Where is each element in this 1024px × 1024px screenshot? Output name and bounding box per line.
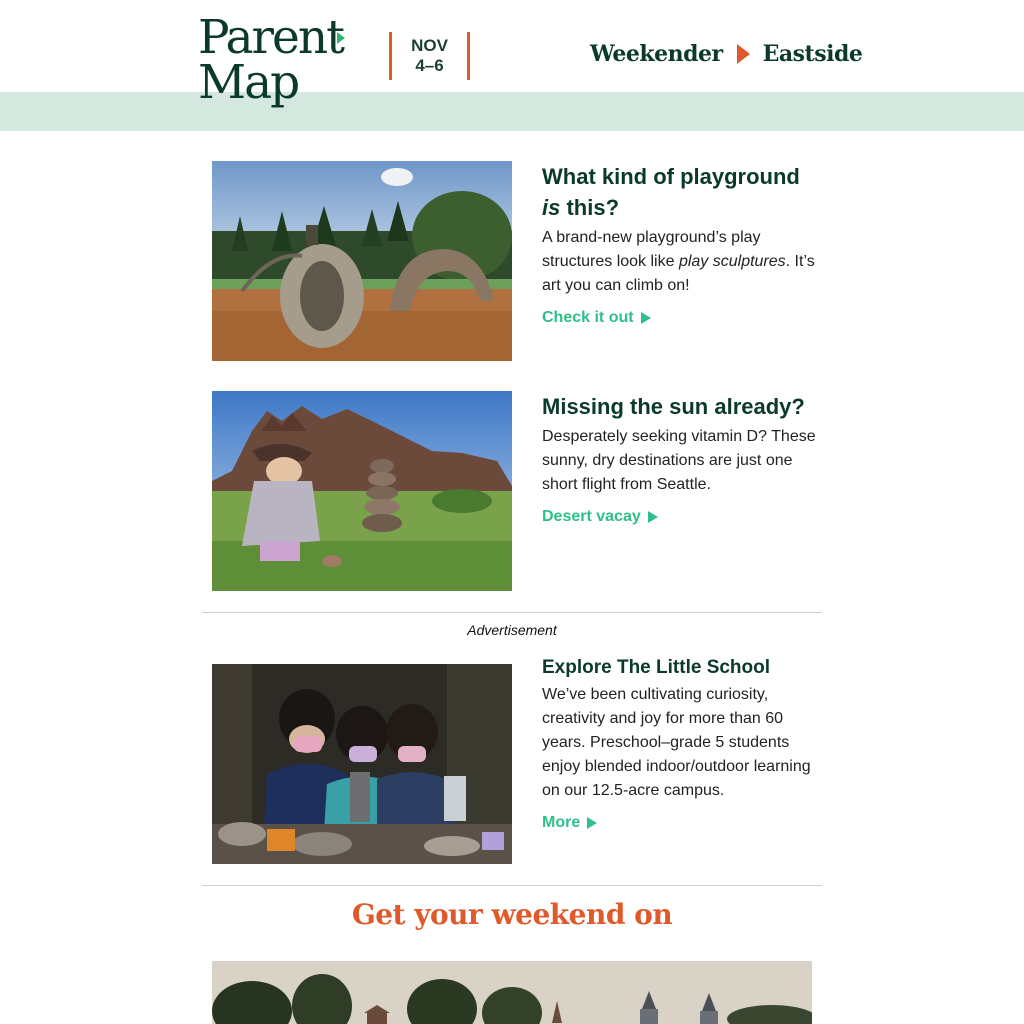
article-text [542, 391, 822, 526]
article-title[interactable] [542, 161, 822, 223]
divider [202, 885, 822, 886]
issue-month: NOV [411, 36, 448, 55]
article-title[interactable]: Missing the sun already? [542, 394, 805, 419]
article-description [542, 226, 822, 298]
header-band [0, 92, 1024, 131]
play-arrow-icon [587, 817, 597, 829]
logo-word-parent: Parent [198, 10, 343, 65]
title-part: What kind of playground [542, 164, 800, 189]
desert-kid-stacking-rocks-photo[interactable] [212, 391, 512, 591]
desert-vacay-link[interactable] [542, 508, 658, 526]
cta-label: Check it out [542, 309, 634, 326]
logo-word-map: Map [198, 55, 299, 110]
ad-text [542, 656, 822, 832]
article-sun [212, 391, 822, 591]
desc-emphasis: play sculptures [678, 253, 786, 270]
more-link[interactable] [542, 814, 597, 832]
issue-days: 4–6 [415, 56, 444, 75]
title-emphasis: is [542, 195, 561, 220]
desc-part: . It’s art you can climb on! [542, 253, 815, 294]
children-with-microscope-photo[interactable] [212, 664, 512, 864]
header [0, 0, 1024, 110]
edition-region: Eastside [762, 41, 863, 67]
section-heading: Get your weekend on [351, 898, 673, 931]
desc-part: A brand-new playground’s play structures look like [542, 229, 761, 270]
advertisement-label: Advertisement [467, 622, 557, 638]
play-triangle-icon [737, 44, 750, 64]
edition-name: Weekender [590, 41, 723, 67]
ad-little-school [212, 656, 822, 864]
ad-description: We’ve been cultivating curiosity, creativity and joy for more than 60 years. Preschool–grade 5 students enjoy blended indoor/outdoor learning on our 12.5-acre campus. [542, 686, 811, 799]
divider [202, 612, 822, 613]
article-description: Desperately seeking vitamin D? These sunny, dry destinations are just one short flight from Seattle. [542, 428, 816, 493]
check-it-out-link[interactable] [542, 309, 651, 327]
cta-label: More [542, 814, 581, 831]
logo-triangle-icon [337, 32, 345, 44]
article-playground [212, 161, 822, 361]
play-arrow-icon [648, 511, 658, 523]
ad-title[interactable]: Explore The Little School [542, 657, 771, 678]
castle-trees-photo[interactable] [212, 961, 812, 1024]
edition-label [590, 38, 862, 70]
cta-label: Desert vacay [542, 508, 641, 525]
article-text [542, 161, 822, 327]
issue-date [389, 32, 470, 80]
play-arrow-icon [641, 312, 651, 324]
parentmap-logo[interactable] [198, 10, 358, 124]
playground-sculptures-photo[interactable] [212, 161, 512, 361]
title-part: this? [560, 195, 620, 220]
